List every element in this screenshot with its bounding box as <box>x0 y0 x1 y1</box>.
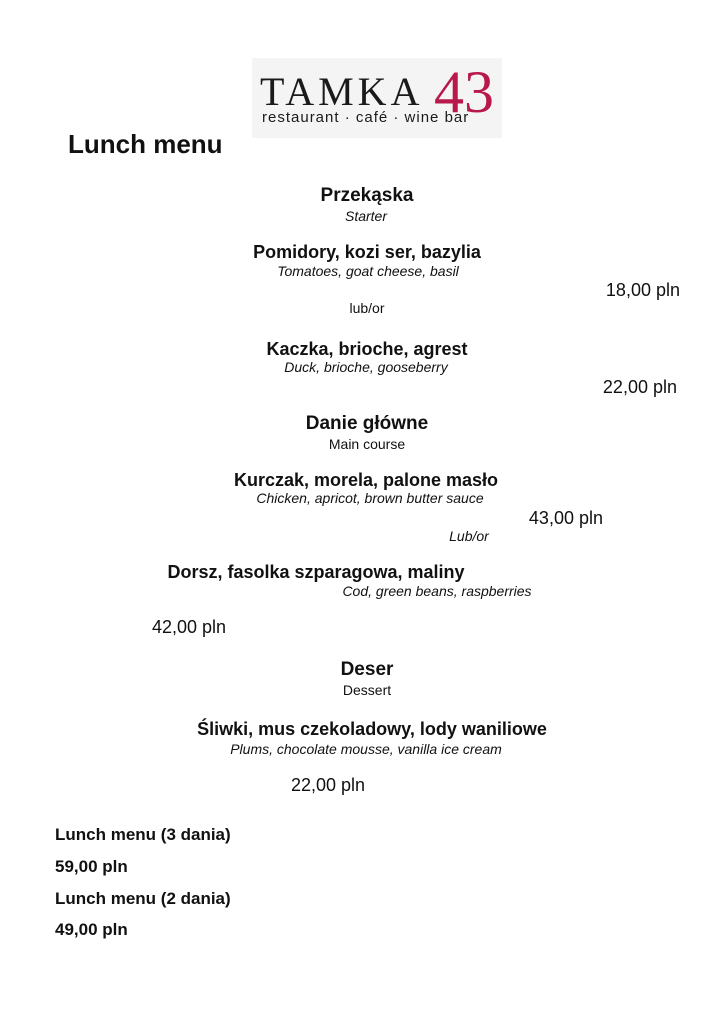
logo-number: 43 <box>434 59 494 125</box>
starter-dish2-name: Kaczka, brioche, agrest <box>266 339 468 359</box>
main-heading: Danie główne <box>305 413 429 434</box>
set-two-label: Lunch menu (2 dania) <box>55 889 231 908</box>
set-two-price: 49,00 pln <box>55 920 128 939</box>
starter-dish2-price: 22,00 pln <box>602 377 677 397</box>
dessert-heading: Deser <box>340 659 394 680</box>
page-title: Lunch menu <box>68 129 223 159</box>
main-dish2-name: Dorsz, fasolka szparagowa, maliny <box>167 562 465 582</box>
dessert-dish1-name: Śliwki, mus czekoladowy, lody waniliowe <box>197 719 547 739</box>
starter-heading: Przekąska <box>320 185 414 206</box>
main-dish1-name-en: Chicken, apricot, brown butter sauce <box>256 490 484 506</box>
logo-word: TAMKA <box>260 69 424 114</box>
set-three-label: Lunch menu (3 dania) <box>55 825 231 844</box>
logo-tagline: restaurant · café · wine bar <box>262 109 470 126</box>
main-or: Lub/or <box>449 528 489 544</box>
main-dish2-name-en: Cod, green beans, raspberries <box>342 583 532 599</box>
starter-or: lub/or <box>349 300 385 316</box>
dessert-dish1-price: 22,00 pln <box>291 775 366 795</box>
starter-dish1-name-en: Tomatoes, goat cheese, basil <box>277 263 459 279</box>
main-dish1-name: Kurczak, morela, palone masło <box>233 470 499 490</box>
starter-heading-en: Starter <box>344 208 388 224</box>
main-heading-en: Main course <box>328 436 406 452</box>
restaurant-logo <box>252 58 502 138</box>
main-dish2-price: 42,00 pln <box>152 617 227 637</box>
dessert-dish1-name-en: Plums, chocolate mousse, vanilla ice cream <box>230 741 502 757</box>
dessert-heading-en: Dessert <box>342 682 392 698</box>
starter-dish1-price: 18,00 pln <box>605 280 680 300</box>
starter-dish2-name-en: Duck, brioche, gooseberry <box>284 359 448 375</box>
main-dish1-price: 43,00 pln <box>528 508 603 528</box>
starter-dish1-name: Pomidory, kozi ser, bazylia <box>253 242 481 262</box>
set-three-price: 59,00 pln <box>55 857 128 876</box>
